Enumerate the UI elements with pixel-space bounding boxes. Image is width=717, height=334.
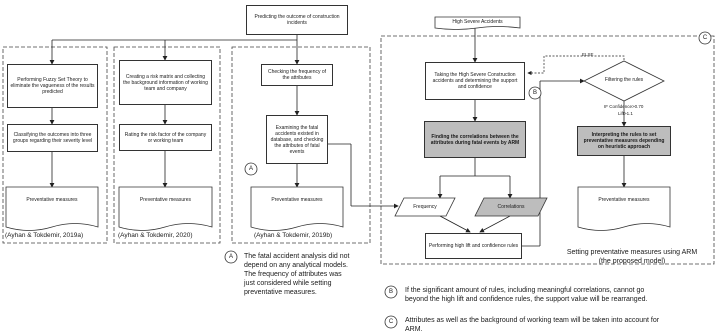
col2-citation: (Ayhan & Tokdemir, 2020) bbox=[118, 232, 193, 239]
col2-risk-matrix-box: Creating a risk matrix and collecting the background information of working team and company bbox=[119, 60, 212, 105]
note-a-line: The frequency of attributes was bbox=[244, 271, 342, 278]
arm-else-label: ELSE bbox=[582, 52, 594, 57]
col1-fuzzy-set-box: Performing Fuzzy Set Theory to eliminate the vagueness of the results predicted bbox=[7, 64, 98, 108]
arm-document-shape bbox=[578, 187, 670, 231]
note-a-line: depend on any analytical models. bbox=[244, 262, 348, 269]
arm-frequency-label: Frequency bbox=[413, 204, 437, 210]
arm-condition-1: IF Confidence>0.70 bbox=[604, 104, 644, 109]
col1-preventative-label: Preventative measures bbox=[26, 197, 78, 203]
note-c-line: ARM. bbox=[405, 326, 423, 333]
arm-take-box: Taking the High Severe Construction accidents and determining the support and confidence bbox=[425, 62, 525, 100]
note-a-line: just considered while setting bbox=[244, 280, 332, 287]
note-a-line: preventative measures. bbox=[244, 289, 317, 296]
arm-interpret-box: Interpreting the rules to set preventative measures depending on heuristic approach bbox=[577, 126, 671, 156]
note-b-marker: B bbox=[388, 289, 393, 295]
col2-preventative-label: Preventative measures bbox=[139, 197, 192, 203]
arm-condition-2: Lift>1.1 bbox=[618, 111, 633, 116]
top-title-box: Predicting the outcome of construction incidents bbox=[246, 5, 348, 35]
col1-classify-box: Classifying the outcomes into three groups regarding their severity level bbox=[7, 124, 98, 152]
arm-start-label: High Severe Accidents bbox=[452, 19, 503, 25]
arm-preventative-label: Preventative measures bbox=[598, 197, 650, 203]
note-a-text bbox=[244, 252, 349, 297]
col2-document-shape bbox=[119, 187, 212, 231]
note-a-marker: A bbox=[228, 254, 233, 260]
col3-examine-box: Examining the fatal accidents existed in database, and checking the attributes of fatal events bbox=[266, 115, 328, 164]
note-c-text bbox=[405, 316, 659, 334]
arm-marker-c: C bbox=[702, 35, 708, 41]
arm-model-title: Setting preventative measures using ARM bbox=[566, 249, 698, 256]
col3-marker-a: A bbox=[248, 166, 253, 172]
note-a-line: The fatal accident analysis did not bbox=[244, 253, 350, 260]
col2-rating-box: Rating the risk factor of the company or working team bbox=[119, 124, 212, 151]
arm-lift-box: Performing high lift and confidence rules bbox=[425, 233, 522, 259]
arm-decision-label: Filtering the rules bbox=[604, 77, 644, 83]
note-b-text bbox=[405, 286, 647, 304]
note-b-line: If the significant amount of rules, including meaningful correlations, cannot go bbox=[405, 287, 645, 294]
col3-frequency-box: Checking the frequency of the attributes bbox=[261, 64, 333, 86]
arm-marker-b: B bbox=[532, 90, 537, 96]
col3-citation: (Ayhan & Tokdemir, 2019b) bbox=[254, 232, 333, 239]
col1-document-shape bbox=[6, 187, 98, 231]
arm-model-subtitle: (the proposed model) bbox=[598, 258, 666, 265]
note-c-marker: C bbox=[388, 319, 394, 325]
arm-correlations-label: Correlations bbox=[497, 204, 525, 210]
arm-find-correlations-box: Finding the correlations between the attributes during fatal events by ARM bbox=[424, 121, 526, 158]
note-c-line: Attributes as well as the background of working team will be taken into account for bbox=[405, 317, 660, 324]
col1-citation: (Ayhan & Tokdemir, 2019a) bbox=[5, 232, 84, 239]
col3-document-shape bbox=[251, 187, 343, 231]
col3-preventative-label: Preventative measures bbox=[271, 197, 323, 203]
note-b-line: beyond the high lift and confidence rules, the support value will be rearranged. bbox=[405, 296, 648, 303]
